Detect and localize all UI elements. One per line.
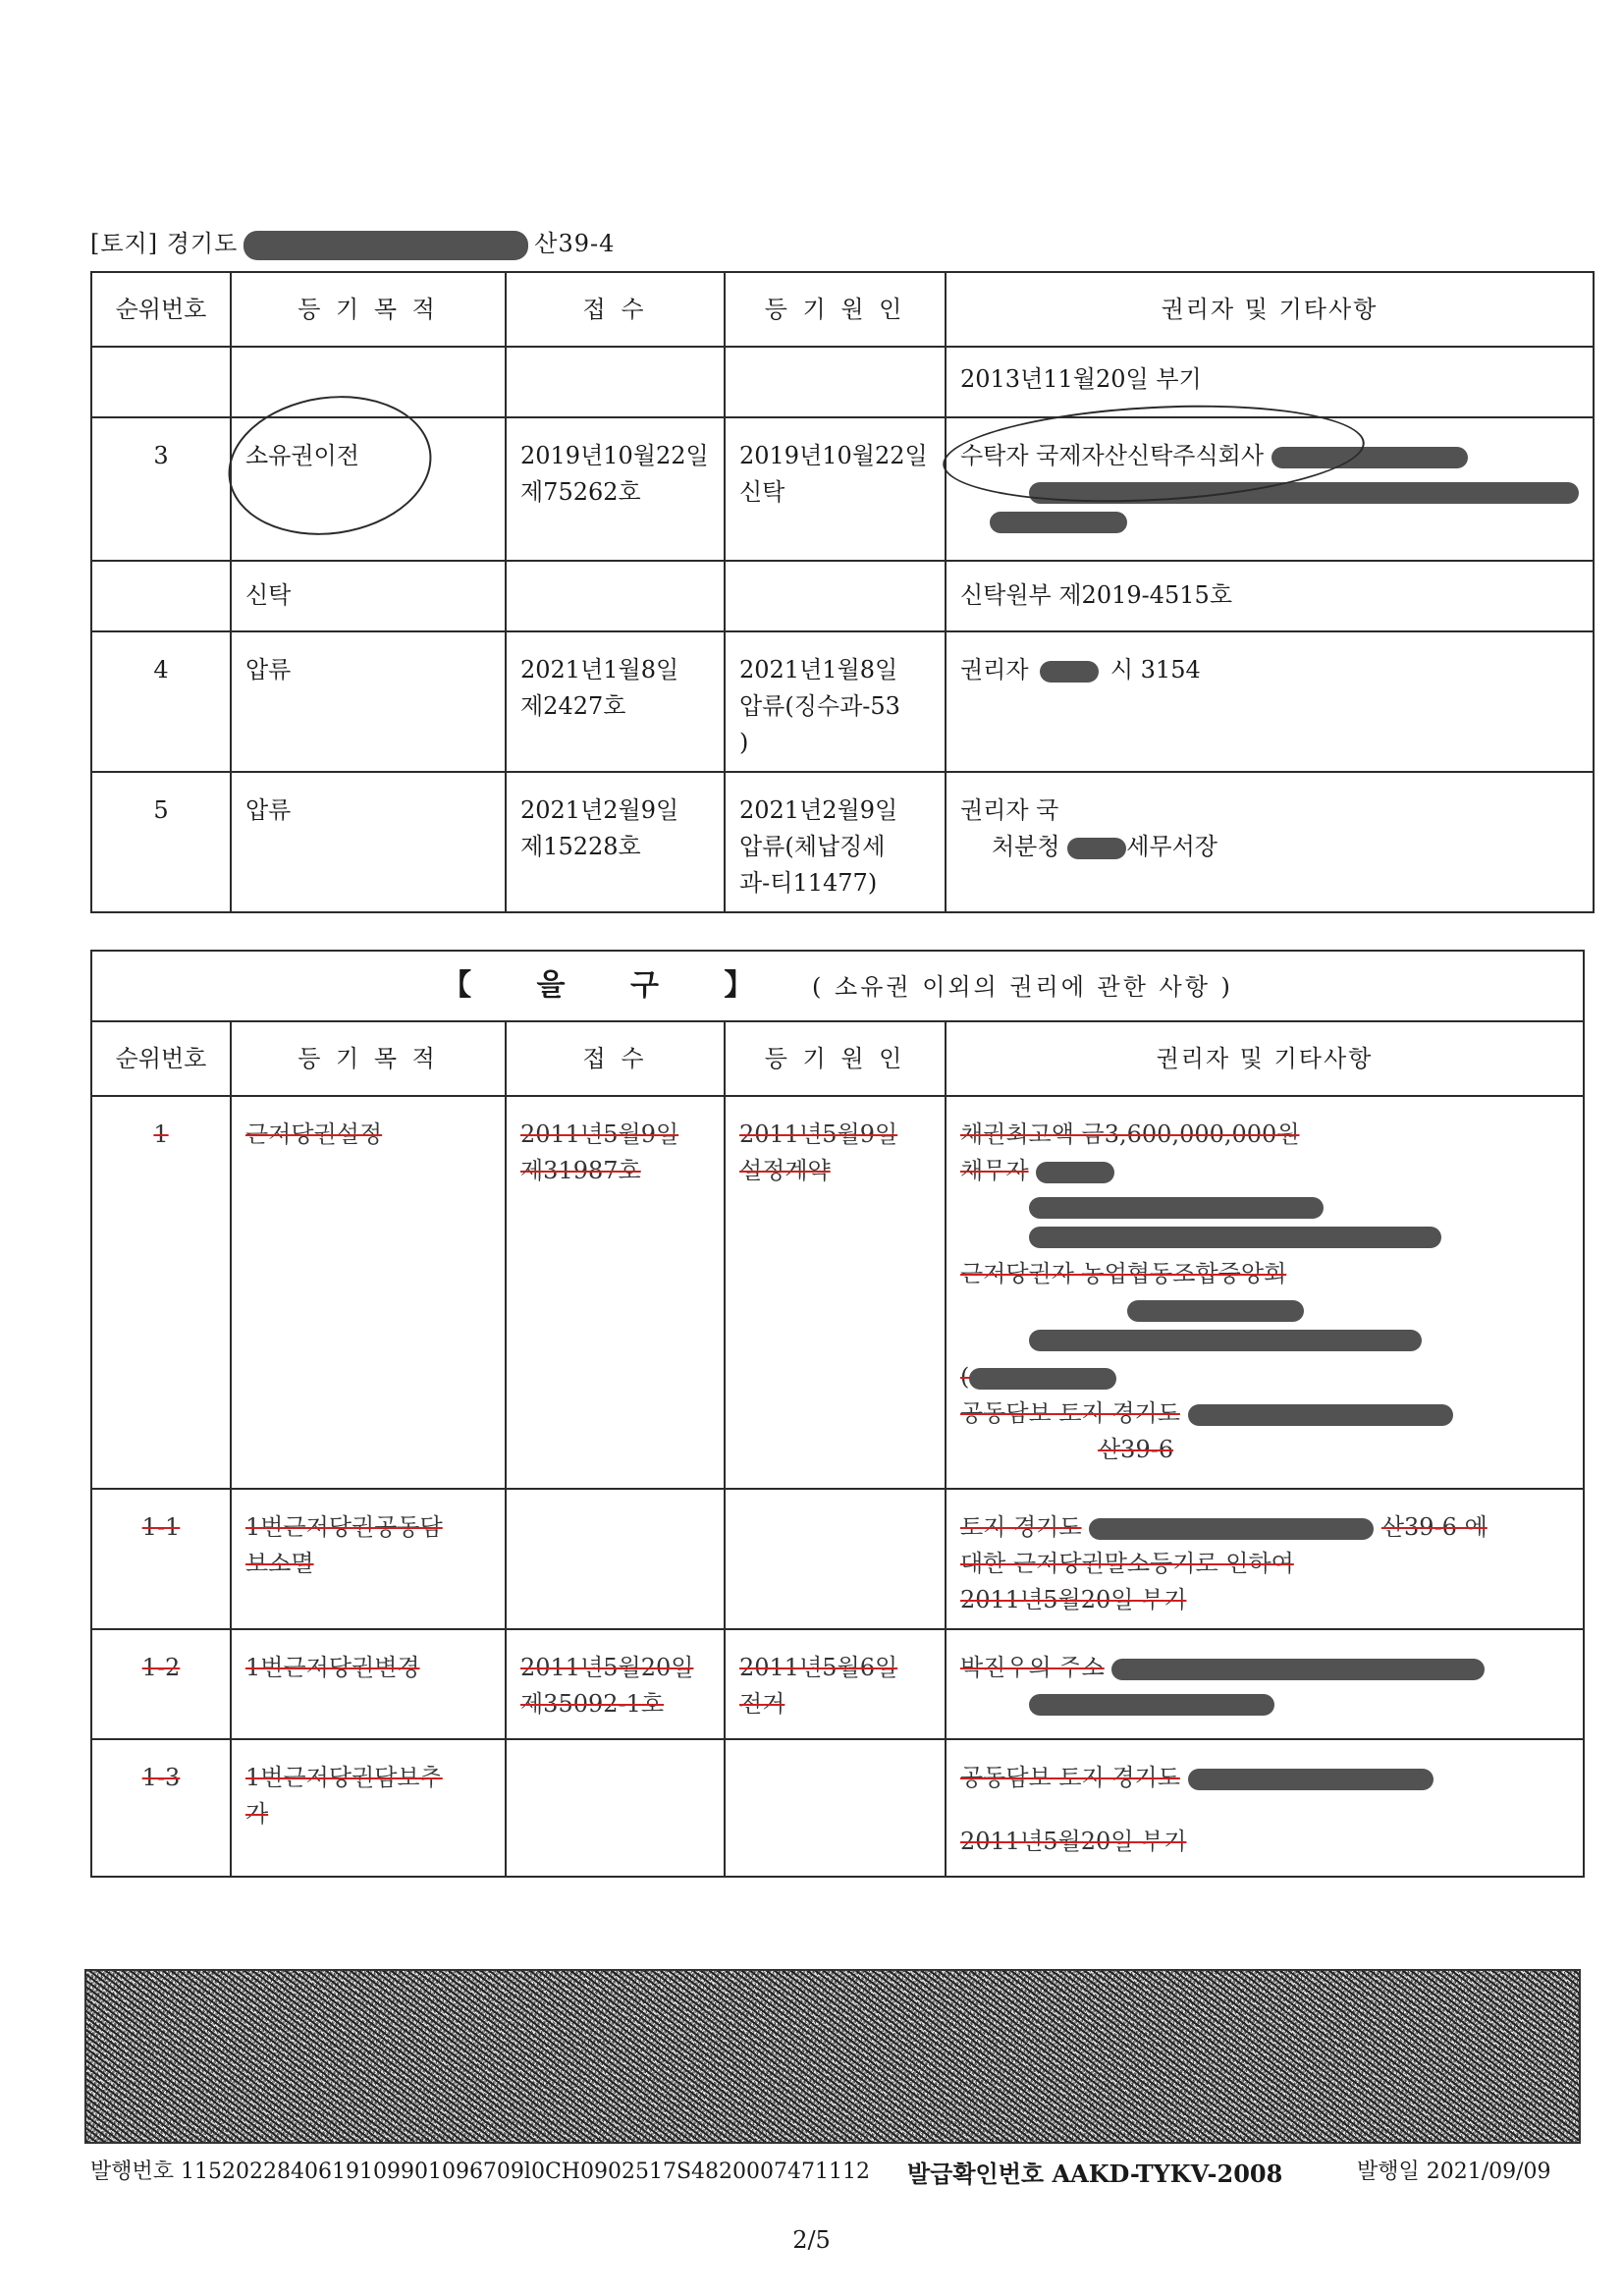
- detail-text: 대한 근저당권말소등기로 인하여: [960, 1550, 1294, 1577]
- col-header-receipt: 접 수: [506, 272, 725, 347]
- cause-text: 압류(체납징세: [739, 833, 886, 860]
- col-header-num: 순위번호: [91, 272, 231, 347]
- redaction-mark: [1029, 1694, 1274, 1716]
- receipt-date: 2021년1월8일: [520, 656, 679, 683]
- cause-text: 압류(징수과-53: [739, 692, 900, 720]
- detail-text: 산39-6: [1098, 1436, 1174, 1463]
- redaction-mark: [1111, 1659, 1485, 1680]
- purpose-text: 1번근저당권변경: [245, 1654, 420, 1681]
- row-details: [946, 1629, 1584, 1739]
- redaction-mark: [243, 231, 528, 260]
- table-row: [91, 1096, 1584, 1489]
- row-number: 4: [91, 631, 231, 772]
- receipt-number: 제35092-1호: [520, 1690, 665, 1718]
- cause-text: 설정계약: [739, 1157, 831, 1184]
- col-header-cause: 등 기 원 인: [725, 1021, 946, 1096]
- row-number: 3: [91, 417, 231, 561]
- table-row: [91, 1489, 1584, 1629]
- purpose-text: 보소멸: [245, 1550, 314, 1577]
- purpose-text: 1번근저당권공동담: [245, 1513, 443, 1541]
- col-header-details: 권리자 및 기타사항: [946, 272, 1594, 347]
- table-header-row: [91, 1021, 1584, 1096]
- purpose-text: 1번근저당권담보추: [245, 1764, 443, 1791]
- row-purpose: 압류: [231, 631, 506, 772]
- detail-text: 박진우의 주소: [960, 1654, 1105, 1681]
- detail-text: 공동담보 토지 경기도: [960, 1764, 1180, 1791]
- issue-date: 발행일 2021/09/09: [1357, 2159, 1551, 2184]
- col-header-num: 순위번호: [91, 1021, 231, 1096]
- detail-text: 권리자 국: [960, 796, 1059, 824]
- detail-text: 토지 경기도: [960, 1513, 1082, 1541]
- table-row: [91, 1629, 1584, 1739]
- issue-number: 발행번호 1152022840619109901096709l0CH0902517S4820007471112: [90, 2159, 870, 2184]
- cause-date: 2021년2월9일: [739, 796, 898, 824]
- row-receipt: [506, 772, 725, 912]
- document-header: [90, 224, 615, 260]
- row-receipt: [506, 1629, 725, 1739]
- cause-text: ): [739, 729, 749, 756]
- detail-text: 처분청: [992, 833, 1060, 860]
- col-header-purpose: 등 기 목 적: [231, 272, 506, 347]
- table-row: [91, 1739, 1584, 1877]
- detail-text: 세무서장: [1126, 833, 1217, 860]
- cause-text: 과-티11477): [739, 869, 878, 897]
- receipt-number: 제31987호: [520, 1157, 641, 1184]
- cause-date: 2021년1월8일: [739, 656, 898, 683]
- redaction-mark: [1029, 1330, 1422, 1351]
- detail-text: 2013년11월20일 부기: [960, 365, 1202, 393]
- table-row: [91, 561, 1594, 631]
- cause-text: 신탁: [739, 478, 785, 506]
- table-row: [91, 631, 1594, 772]
- detail-text: 2011년5월20일 부기: [960, 1586, 1187, 1613]
- row-purpose: 신탁: [231, 561, 506, 631]
- section-title-row: [91, 951, 1584, 1021]
- row-number: 1-2: [91, 1629, 231, 1739]
- redaction-mark: [1040, 661, 1099, 683]
- row-cause: [725, 631, 946, 772]
- redaction-mark: [1127, 1300, 1304, 1322]
- page-number: 2/5: [792, 2226, 831, 2254]
- redaction-mark: [1029, 1197, 1324, 1219]
- redaction-mark: [990, 512, 1127, 533]
- row-purpose: 압류: [231, 772, 506, 912]
- row-details: [946, 631, 1594, 772]
- receipt-date: 2021년2월9일: [520, 796, 679, 824]
- row-details: [946, 1739, 1584, 1877]
- row-number: 1: [91, 1096, 231, 1489]
- col-header-receipt: 접 수: [506, 1021, 725, 1096]
- detail-text: 채무자: [960, 1157, 1029, 1184]
- detail-text: 채권최고액 금3,600,000,000원: [960, 1121, 1300, 1148]
- row-cause: [725, 1096, 946, 1489]
- redaction-mark: [1029, 1227, 1441, 1248]
- row-purpose: [231, 1629, 506, 1739]
- detail-text: 근저당권자 농업협동조합중앙회: [960, 1260, 1287, 1287]
- row-receipt: [506, 417, 725, 561]
- eul-section-table: [90, 950, 1585, 1878]
- gap-section-table: [90, 271, 1595, 913]
- receipt-number: 제15228호: [520, 833, 641, 860]
- redaction-mark: [1036, 1162, 1114, 1183]
- cause-text: 전거: [739, 1690, 785, 1718]
- header-label: [토지] 경기도: [90, 230, 239, 257]
- cause-date: 2011년5월9일: [739, 1121, 898, 1148]
- detail-text: 권리자: [960, 656, 1029, 683]
- detail-text: 시 3154: [1109, 656, 1201, 683]
- receipt-number: 제2427호: [520, 692, 626, 720]
- cause-date: 2019년10월22일: [739, 442, 928, 469]
- redaction-mark: [1029, 482, 1579, 504]
- col-header-details: 권리자 및 기타사항: [946, 1021, 1584, 1096]
- table-row: [91, 772, 1594, 912]
- col-header-purpose: 등 기 목 적: [231, 1021, 506, 1096]
- row-receipt: [506, 1096, 725, 1489]
- redaction-mark: [1271, 447, 1468, 468]
- section-subtitle: ( 소유권 이외의 권리에 관한 사항 ): [812, 972, 1233, 1001]
- detail-text: (: [960, 1363, 970, 1391]
- purpose-text: 가: [245, 1800, 269, 1828]
- cause-date: 2011년5월6일: [739, 1654, 898, 1681]
- confirm-number: 발급확인번호 AAKD-TYKV-2008: [907, 2159, 1283, 2188]
- col-header-cause: 등 기 원 인: [725, 272, 946, 347]
- row-purpose: 근저당권설정: [231, 1096, 506, 1489]
- row-purpose: [231, 1739, 506, 1877]
- section-title: 【 을 구 】: [442, 967, 782, 1003]
- row-receipt: [506, 631, 725, 772]
- redaction-mark: [1067, 838, 1126, 859]
- row-details: [946, 1489, 1584, 1629]
- row-details: [946, 1096, 1584, 1489]
- table-header-row: [91, 272, 1594, 347]
- detail-text: 산39-6 에: [1380, 1513, 1488, 1541]
- security-pattern: [84, 1969, 1581, 2144]
- table-row: [91, 347, 1594, 417]
- receipt-date: 2011년5월9일: [520, 1121, 679, 1148]
- redaction-mark: [969, 1368, 1116, 1390]
- redaction-mark: [1089, 1518, 1374, 1540]
- receipt-number: 제75262호: [520, 478, 641, 506]
- detail-text: 2011년5월20일 부기: [960, 1828, 1187, 1855]
- row-cause: [725, 772, 946, 912]
- receipt-date: 2011년5월20일: [520, 1654, 694, 1681]
- header-parcel: 산39-4: [534, 230, 616, 257]
- detail-text: 신탁원부 제2019-4515호: [960, 581, 1232, 609]
- row-cause: [725, 1629, 946, 1739]
- row-purpose: 소유권이전: [231, 417, 506, 561]
- row-details: [946, 417, 1594, 561]
- row-purpose: [231, 1489, 506, 1629]
- row-cause: [725, 417, 946, 561]
- detail-text: 수탁자 국제자산신탁주식회사: [960, 442, 1265, 469]
- row-number: 1-3: [91, 1739, 231, 1877]
- row-number: 5: [91, 772, 231, 912]
- row-details: [946, 772, 1594, 912]
- receipt-date: 2019년10월22일: [520, 442, 709, 469]
- detail-text: 공동담보 토지 경기도: [960, 1399, 1180, 1427]
- redaction-mark: [1188, 1404, 1453, 1426]
- redaction-mark: [1188, 1769, 1434, 1790]
- table-row: [91, 417, 1594, 561]
- row-number: 1-1: [91, 1489, 231, 1629]
